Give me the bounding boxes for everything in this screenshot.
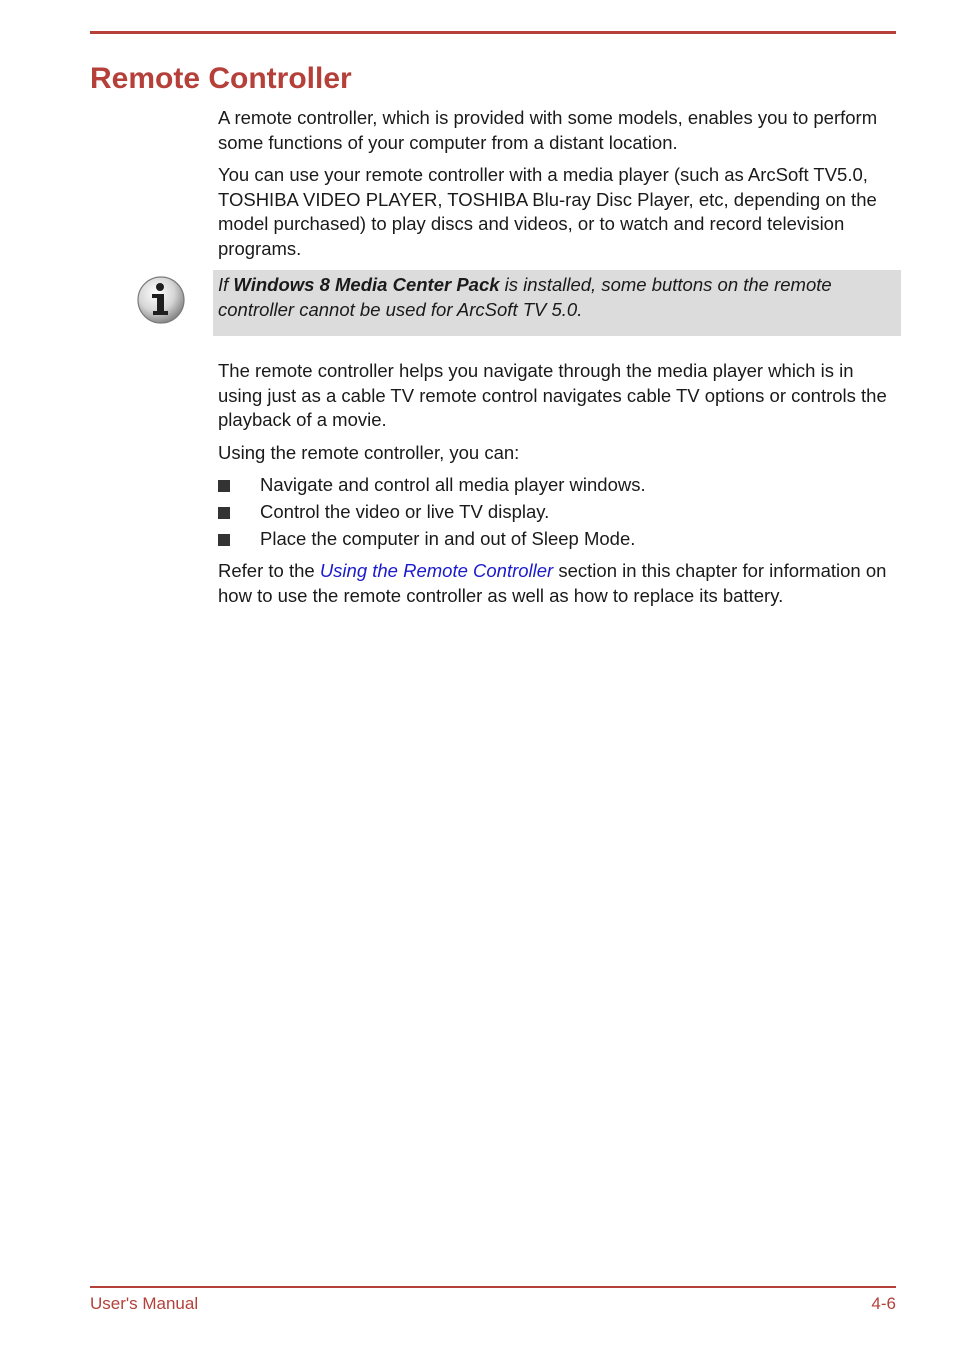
refer-after: section in this chapter for information on how to use the remote controller as well as how to replace its battery. [218,560,887,606]
footer-rule [90,1286,896,1288]
note-text [218,273,898,322]
list-item-text: Place the computer in and out of Sleep Mode. [260,528,636,549]
footer-manual-label: User's Manual [90,1294,199,1313]
navigate-paragraph: The remote controller helps you navigate through the media player which is in using just as a cable TV remote control navigates cable TV options or controls the playback of a movie. [218,360,887,430]
info-icon [136,275,186,325]
header-rule [90,31,896,34]
bullet-square-icon [218,480,230,492]
list-intro: Using the remote controller, you can: [218,442,520,463]
list-item [218,500,646,527]
list-item [218,473,646,500]
note-suffix: is installed, some buttons on the remote controller cannot be used for ArcSoft TV 5.0. [218,274,832,320]
list-item-text: Control the video or live TV display. [260,501,550,522]
note-bold: Windows 8 Media Center Pack [233,274,500,295]
bullet-square-icon [218,507,230,519]
list-item-text: Navigate and control all media player windows. [260,474,646,495]
note-box [213,270,901,336]
refer-before: Refer to the [218,560,320,581]
note-prefix: If [218,274,234,295]
footer-page-number: 4-6 [871,1294,896,1313]
list-item [218,527,646,554]
bullet-square-icon [218,534,230,546]
feature-list [218,473,646,554]
remote-controller-link[interactable]: Using the Remote Controller [319,560,554,581]
refer-paragraph [218,559,898,608]
usage-paragraph: You can use your remote controller with a media player (such as ArcSoft TV5.0, TOSHIBA VIDEO PLAYER, TOSHIBA Blu-ray Disc Player, etc, depending on the model purchased) to play discs and videos, or to watch and record television programs. [218,164,877,259]
page-title: Remote Controller [90,62,352,95]
intro-paragraph: A remote controller, which is provided with some models, enables you to perform some functions of your computer from a distant location. [218,107,878,153]
